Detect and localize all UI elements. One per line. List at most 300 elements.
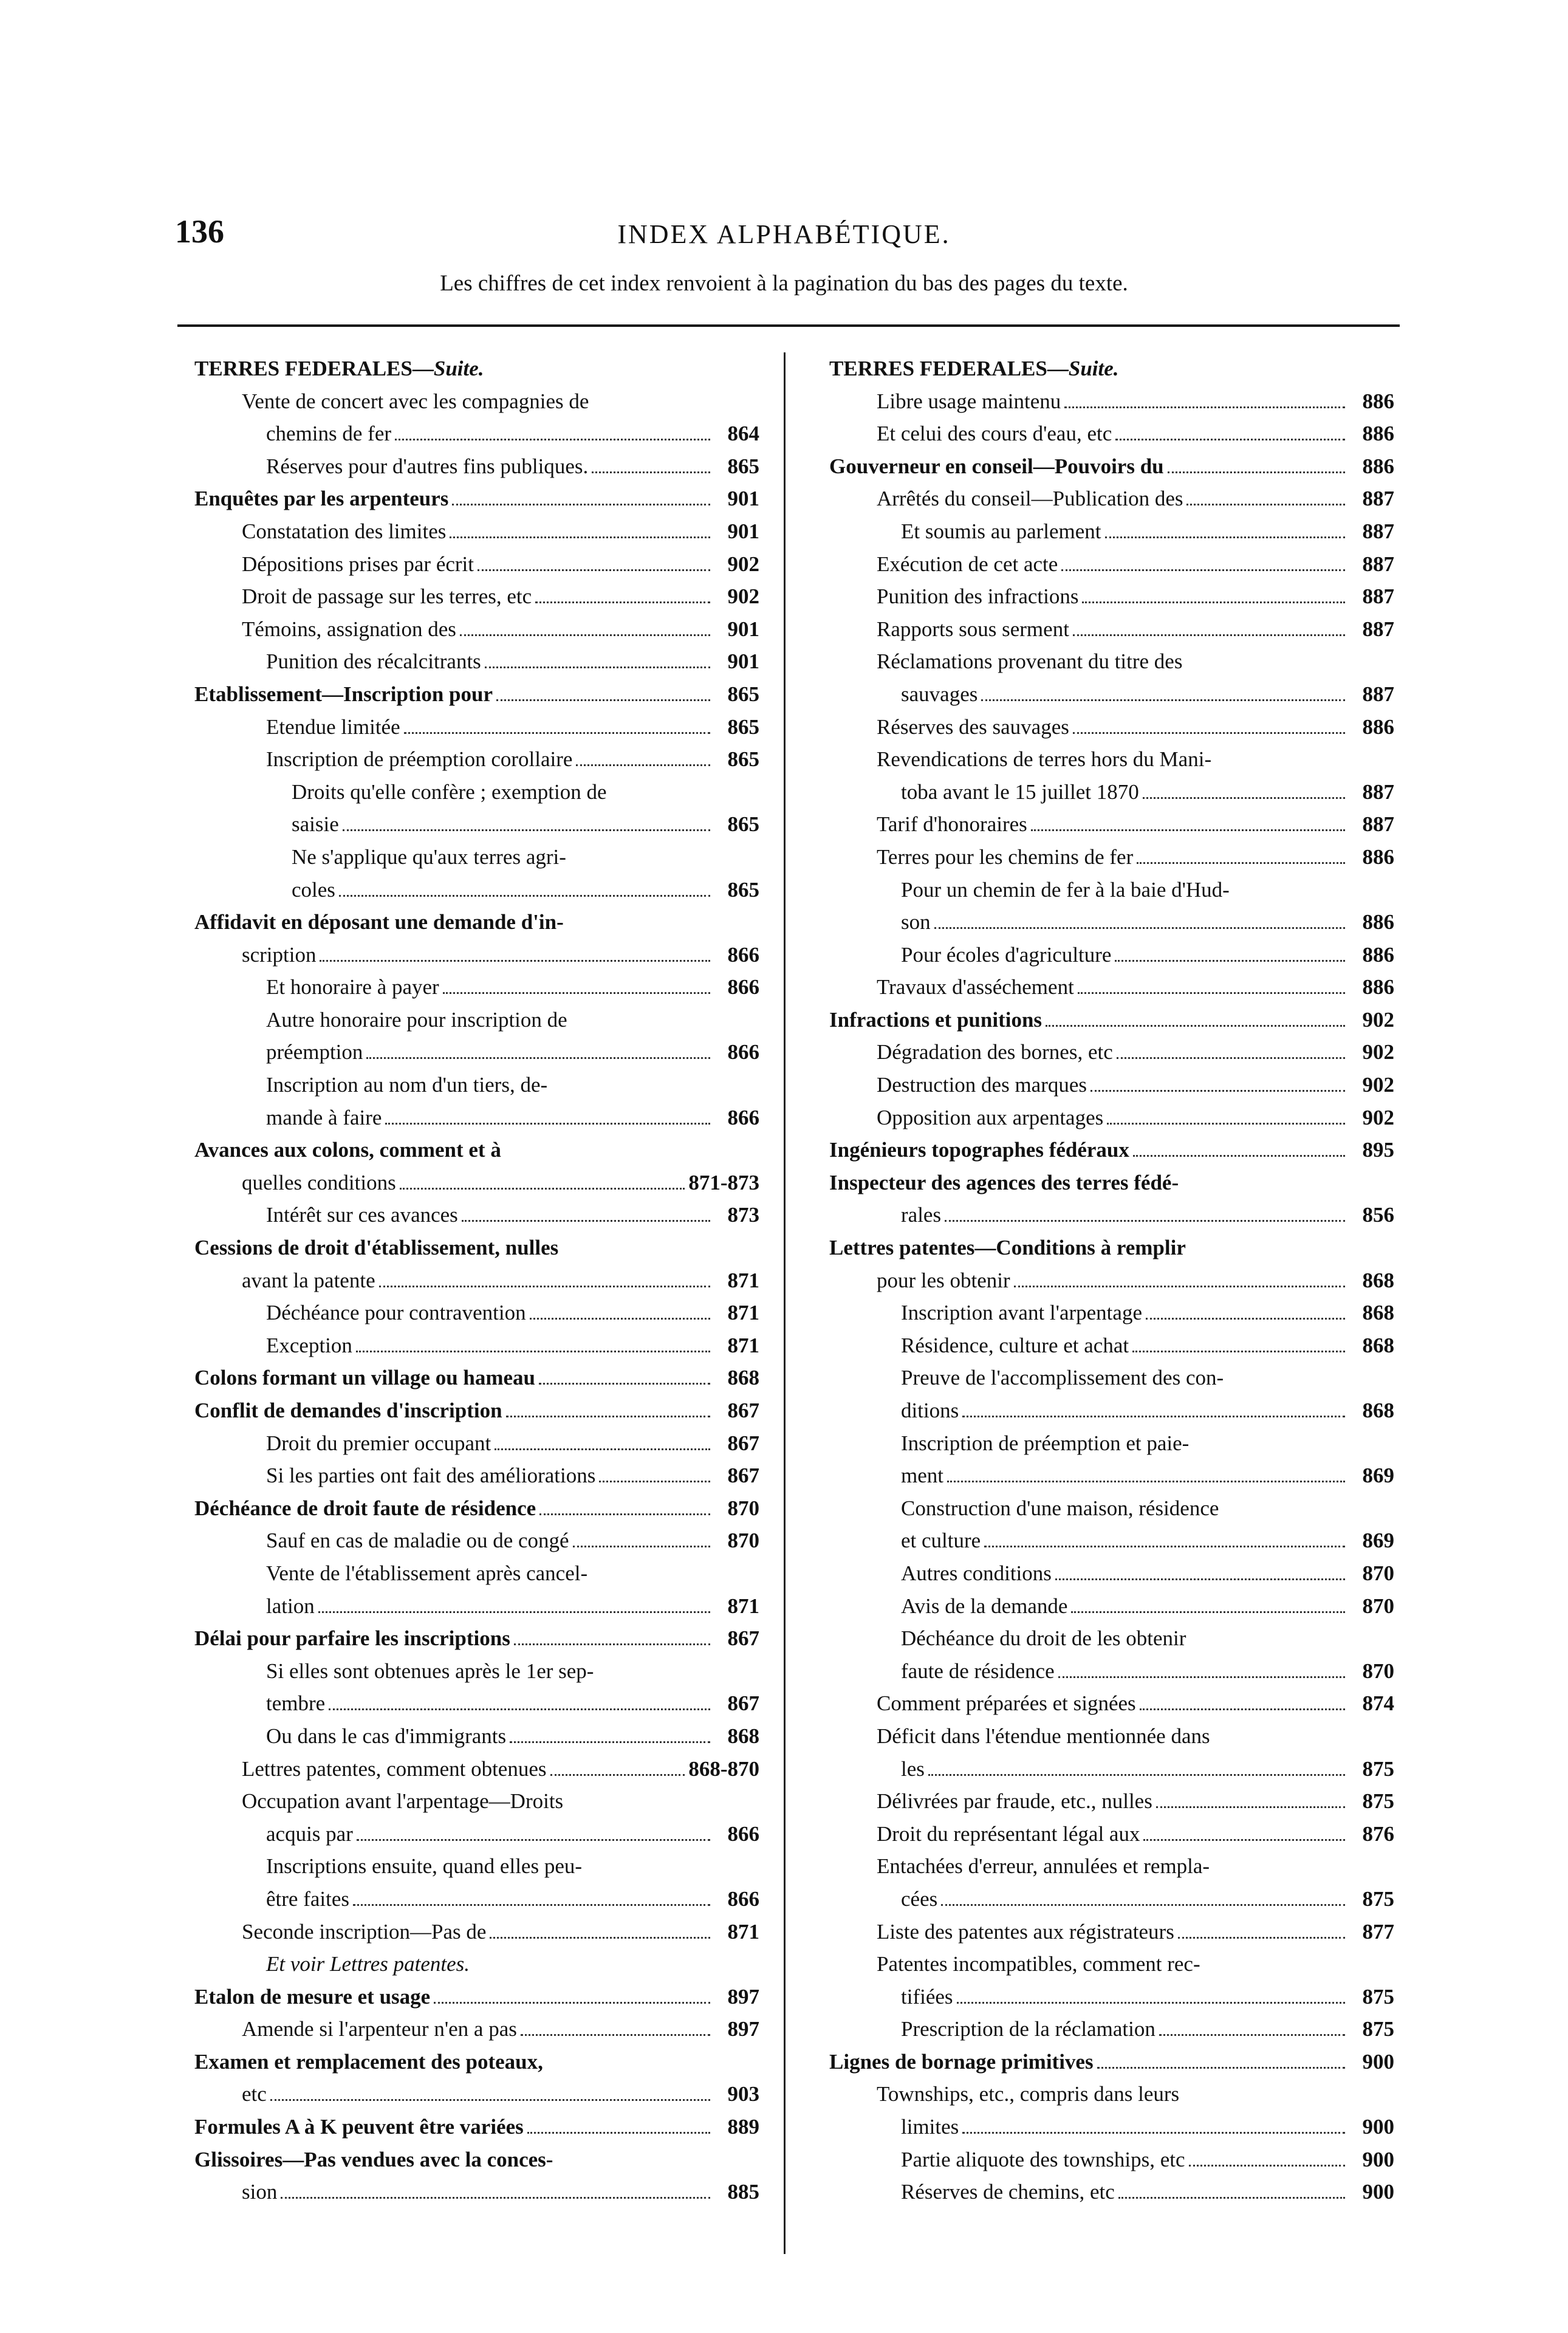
entry-page-ref: 866 xyxy=(727,975,759,999)
entry-text: son xyxy=(901,910,931,934)
entry-text: Réserves de chemins, etc xyxy=(901,2180,1115,2204)
dot-leader xyxy=(1143,1823,1345,1840)
column-heading xyxy=(829,352,1394,385)
index-entry xyxy=(829,2013,1394,2046)
dot-leader xyxy=(1115,423,1345,440)
entry-text: Droit du représentant légal aux xyxy=(877,1821,1140,1846)
entry-page-ref: 867 xyxy=(727,1626,759,1651)
index-entry xyxy=(829,2046,1394,2078)
entry-text: Avis de la demande xyxy=(901,1594,1068,1618)
index-entry xyxy=(829,1036,1394,1069)
entry-text: Cessions de droit d'établissement, nulles xyxy=(194,1236,559,1260)
entry-text: Droit de passage sur les terres, etc xyxy=(242,584,532,609)
index-entry xyxy=(194,1101,759,1134)
index-entry xyxy=(194,1166,759,1199)
dot-leader xyxy=(450,521,710,538)
index-entry xyxy=(194,2111,759,2143)
index-entry xyxy=(829,2143,1394,2176)
dot-leader xyxy=(1178,1920,1345,1938)
index-entry xyxy=(829,1850,1394,1883)
heading-text: TERRES FEDERALES— xyxy=(829,357,1069,380)
dot-leader xyxy=(1117,1041,1345,1059)
entry-page-ref: 900 xyxy=(1362,2115,1394,2139)
entry-text: Patentes incompatibles, comment rec- xyxy=(877,1952,1200,1976)
index-entry xyxy=(829,450,1394,483)
entry-text: Townships, etc., compris dans leurs xyxy=(877,2082,1180,2106)
entry-text: Comment préparées et signées xyxy=(877,1691,1136,1716)
index-entry xyxy=(829,2078,1394,2111)
index-entry xyxy=(194,1459,759,1492)
entry-text: Affidavit en déposant une demande d'in- xyxy=(194,910,564,934)
index-entry xyxy=(829,1232,1394,1264)
index-entry xyxy=(829,548,1394,581)
index-entry xyxy=(194,1297,759,1329)
entry-page-ref: 901 xyxy=(727,487,759,511)
dot-leader xyxy=(400,1172,685,1190)
entry-page-ref: 886 xyxy=(1362,942,1394,967)
entry-text: Autre honoraire pour inscription de xyxy=(266,1007,567,1032)
entry-page-ref: 887 xyxy=(1362,519,1394,543)
index-entry xyxy=(829,645,1394,678)
dot-leader xyxy=(1186,488,1345,505)
index-entry xyxy=(829,678,1394,711)
entry-page-ref: 870 xyxy=(727,1529,759,1553)
dot-leader xyxy=(496,683,710,701)
entry-text: Lettres patentes—Conditions à remplir xyxy=(829,1236,1186,1260)
entry-page-ref: 873 xyxy=(727,1203,759,1227)
index-entry xyxy=(829,1524,1394,1557)
dot-leader xyxy=(395,423,710,440)
entry-text: tembre xyxy=(266,1691,326,1716)
entry-page-ref: 902 xyxy=(1362,1105,1394,1129)
entry-text: cées xyxy=(901,1886,938,1911)
entry-page-ref: 885 xyxy=(727,2180,759,2204)
dot-leader xyxy=(495,1432,710,1450)
dot-leader xyxy=(514,1628,710,1645)
dot-leader xyxy=(385,1106,710,1124)
entry-text: Droit du premier occupant xyxy=(266,1431,491,1455)
entry-text: Déchéance du droit de les obtenir xyxy=(901,1626,1186,1651)
entry-text: Arrêtés du conseil—Publication des xyxy=(877,487,1183,511)
entry-page-ref: 871 xyxy=(727,1919,759,1944)
entry-text: Inscription de préemption corollaire xyxy=(266,747,573,772)
dot-leader xyxy=(535,586,710,603)
entry-page-ref: 869 xyxy=(1362,1529,1394,1553)
entry-page-ref: 868 xyxy=(1362,1301,1394,1325)
index-entry xyxy=(829,711,1394,744)
dot-leader xyxy=(506,1400,710,1417)
dot-leader xyxy=(404,716,710,733)
index-entry xyxy=(194,939,759,971)
index-entry xyxy=(194,1492,759,1525)
entry-text: Inscription au nom d'un tiers, de- xyxy=(266,1073,548,1097)
dot-leader xyxy=(1156,1790,1345,1808)
dot-leader xyxy=(1078,976,1345,994)
dot-leader xyxy=(1061,553,1345,570)
index-entry xyxy=(829,1720,1394,1753)
entry-text: Infractions et punitions xyxy=(829,1007,1042,1032)
entry-text: Témoins, assignation des xyxy=(242,617,456,641)
entry-text: Si elles sont obtenues après le 1er sep- xyxy=(266,1659,594,1683)
index-column-right xyxy=(829,352,1394,2208)
dot-leader xyxy=(981,683,1345,701)
index-entry xyxy=(829,1199,1394,1232)
index-entry xyxy=(194,482,759,515)
dot-leader xyxy=(1097,2051,1345,2069)
dot-leader xyxy=(934,911,1345,929)
entry-text: Inscription avant l'arpentage xyxy=(901,1301,1142,1325)
entry-page-ref: 886 xyxy=(1362,975,1394,999)
dot-leader xyxy=(539,1367,710,1385)
entry-page-ref: 875 xyxy=(1362,2017,1394,2041)
entry-page-ref: 866 xyxy=(727,1040,759,1064)
dot-leader xyxy=(1133,1139,1345,1157)
dot-leader xyxy=(1146,1302,1345,1320)
entry-page-ref: 865 xyxy=(727,682,759,706)
entry-text: Amende si l'arpenteur n'en a pas xyxy=(242,2017,517,2041)
index-entry xyxy=(829,1753,1394,1786)
entry-text: et culture xyxy=(901,1529,981,1553)
index-entry xyxy=(194,613,759,646)
index-entry xyxy=(829,1362,1394,1394)
index-entry xyxy=(829,743,1394,776)
entry-text: Etalon de mesure et usage xyxy=(194,1984,431,2009)
dot-leader xyxy=(941,1888,1345,1906)
index-entry xyxy=(194,2176,759,2208)
index-entry xyxy=(829,1785,1394,1818)
entry-text: Etablissement—Inscription pour xyxy=(194,682,493,706)
dot-leader xyxy=(576,749,710,766)
dot-leader xyxy=(434,1985,710,2003)
heading-suite: Suite. xyxy=(433,357,484,380)
entry-text: être faites xyxy=(266,1886,349,1911)
entry-page-ref: 887 xyxy=(1362,487,1394,511)
entry-text: Dépositions prises par écrit xyxy=(242,552,474,576)
index-entry xyxy=(194,906,759,939)
entry-text: ment xyxy=(901,1464,943,1488)
dot-leader xyxy=(320,944,710,961)
dot-leader xyxy=(510,1725,710,1743)
dot-leader xyxy=(1064,390,1345,408)
entry-text: Constatation des limites xyxy=(242,519,447,543)
dot-leader xyxy=(521,2018,710,2036)
entry-text: tifiées xyxy=(901,1984,953,2009)
entry-text: Entachées d'erreur, annulées et rempla- xyxy=(877,1854,1210,1879)
dot-leader xyxy=(539,1498,710,1515)
entry-text: Seconde inscription—Pas de xyxy=(242,1919,487,1944)
index-entry xyxy=(194,1753,759,1786)
entry-page-ref: 870 xyxy=(727,1496,759,1520)
dot-leader xyxy=(592,456,710,473)
entry-text: Avances aux colons, comment et à xyxy=(194,1138,501,1162)
entry-text: limites xyxy=(901,2115,959,2139)
index-entry xyxy=(829,1622,1394,1655)
index-entry xyxy=(194,515,759,548)
entry-page-ref: 866 xyxy=(727,1105,759,1129)
entry-text: Réserves pour d'autres fins publiques. xyxy=(266,454,589,478)
entry-text: Ne s'applique qu'aux terres agri- xyxy=(292,844,566,869)
entry-page-ref: 900 xyxy=(1362,2147,1394,2171)
dot-leader xyxy=(357,1823,710,1840)
entry-text: avant la patente xyxy=(242,1268,375,1292)
entry-text: Lignes de bornage primitives xyxy=(829,2049,1094,2074)
index-entry xyxy=(194,1916,759,1948)
entry-page-ref: 886 xyxy=(1362,844,1394,869)
entry-page-ref: 871 xyxy=(727,1268,759,1292)
entry-page-ref: 865 xyxy=(727,877,759,902)
index-entry xyxy=(194,776,759,809)
index-entry xyxy=(194,2078,759,2111)
entry-text: Droits qu'elle confère ; exemption de xyxy=(292,779,607,804)
index-entry xyxy=(829,1818,1394,1851)
dot-leader xyxy=(490,1920,710,1938)
entry-text: pour les obtenir xyxy=(877,1268,1010,1292)
index-entry xyxy=(194,1818,759,1851)
dot-leader xyxy=(527,2116,710,2134)
entry-page-ref: 886 xyxy=(1362,714,1394,739)
dot-leader xyxy=(1107,1106,1345,1124)
entry-page-ref: 870 xyxy=(1362,1594,1394,1618)
index-entry xyxy=(194,1785,759,1818)
dot-leader xyxy=(1105,521,1345,538)
entry-text: saisie xyxy=(292,812,339,837)
index-entry xyxy=(829,1427,1394,1460)
index-entry xyxy=(194,645,759,678)
entry-page-ref: 887 xyxy=(1362,779,1394,804)
entry-page-ref: 864 xyxy=(727,422,759,446)
index-entry xyxy=(829,2176,1394,2208)
entry-text: Opposition aux arpentages xyxy=(877,1105,1104,1129)
entry-text: Enquêtes par les arpenteurs xyxy=(194,487,449,511)
entry-text: etc xyxy=(242,2082,267,2106)
entry-page-ref: 901 xyxy=(727,617,759,641)
entry-text: Vente de l'établissement après cancel- xyxy=(266,1561,588,1585)
dot-leader xyxy=(1118,2181,1345,2199)
dot-leader xyxy=(379,1269,710,1287)
index-entry xyxy=(194,1004,759,1036)
index-entry xyxy=(194,1883,759,1916)
entry-page-ref: 902 xyxy=(727,584,759,609)
entry-page-ref: 865 xyxy=(727,714,759,739)
entry-page-ref: 865 xyxy=(727,454,759,478)
entry-page-ref: 902 xyxy=(727,552,759,576)
entry-text: mande à faire xyxy=(266,1105,382,1129)
index-entry xyxy=(829,1948,1394,1981)
index-entry xyxy=(829,1134,1394,1166)
entry-text: Conflit de demandes d'inscription xyxy=(194,1399,502,1422)
entry-page-ref: 897 xyxy=(727,2017,759,2041)
entry-text: Sauf en cas de maladie ou de congé xyxy=(266,1529,569,1553)
entry-text: Pour écoles d'agriculture xyxy=(901,942,1112,967)
page-subtitle: Les chiffres de cet index renvoient à la pagination du bas des pages du texte. xyxy=(440,271,1128,296)
index-entry xyxy=(194,385,759,418)
dot-leader xyxy=(1082,586,1345,603)
dot-leader xyxy=(928,1758,1345,1775)
header-rule xyxy=(177,324,1400,327)
entry-text: Si les parties ont fait des améliorations xyxy=(266,1464,596,1488)
entry-page-ref: 886 xyxy=(1362,910,1394,934)
dot-leader xyxy=(1189,2148,1345,2166)
entry-page-ref: 875 xyxy=(1362,1756,1394,1781)
entry-text: préemption xyxy=(266,1040,363,1064)
index-entry xyxy=(829,808,1394,841)
entry-page-ref: 874 xyxy=(1362,1691,1394,1716)
entry-text: Punition des infractions xyxy=(877,584,1079,609)
entry-page-ref: 886 xyxy=(1362,389,1394,413)
index-entry xyxy=(194,678,759,711)
dot-leader xyxy=(962,1400,1345,1417)
entry-page-ref: 900 xyxy=(1362,2049,1394,2074)
entry-text: Punition des récalcitrants xyxy=(266,649,481,674)
entry-text: Pour un chemin de fer à la baie d'Hud- xyxy=(901,877,1230,902)
index-entry xyxy=(194,1981,759,2013)
entry-page-ref: 902 xyxy=(1362,1040,1394,1064)
entry-page-ref: 868 xyxy=(727,1366,759,1390)
dot-leader xyxy=(957,1985,1345,2003)
page-title: INDEX ALPHABÉTIQUE. xyxy=(617,219,951,249)
index-entry xyxy=(194,1524,759,1557)
entry-text: faute de résidence xyxy=(901,1659,1055,1683)
index-entry xyxy=(194,841,759,874)
entry-text: Terres pour les chemins de fer xyxy=(877,844,1134,869)
index-entry xyxy=(829,2111,1394,2143)
index-entry xyxy=(194,1590,759,1623)
column-divider xyxy=(784,352,786,2254)
entry-text: Prescription de la réclamation xyxy=(901,2017,1155,2041)
index-entry xyxy=(829,939,1394,971)
entry-text: Réclamations provenant du titre des xyxy=(877,649,1183,674)
entry-page-ref: 871-873 xyxy=(688,1170,759,1194)
entry-page-ref: 889 xyxy=(727,2115,759,2139)
entry-page-ref: 875 xyxy=(1362,1789,1394,1814)
entry-page-ref: 869 xyxy=(1362,1464,1394,1488)
index-entry xyxy=(194,1069,759,1101)
index-entry xyxy=(829,1883,1394,1916)
index-entry xyxy=(194,1362,759,1394)
entry-page-ref: 865 xyxy=(727,812,759,837)
entry-page-ref: 866 xyxy=(727,1886,759,1911)
entry-page-ref: 901 xyxy=(727,519,759,543)
index-entry xyxy=(194,711,759,744)
entry-page-ref: 868-870 xyxy=(688,1756,759,1781)
dot-leader xyxy=(984,1530,1345,1547)
entry-text: Etendue limitée xyxy=(266,714,400,739)
entry-text: Et honoraire à payer xyxy=(266,975,439,999)
entry-text: Et voir Lettres patentes. xyxy=(266,1952,470,1976)
entry-text: Construction d'une maison, résidence xyxy=(901,1496,1219,1520)
index-entry xyxy=(829,841,1394,874)
entry-text: Preuve de l'accomplissement des con- xyxy=(901,1366,1224,1390)
heading-text: TERRES FEDERALES— xyxy=(194,357,434,380)
dot-leader xyxy=(945,1204,1345,1222)
index-entry xyxy=(829,1297,1394,1329)
dot-leader xyxy=(550,1758,685,1775)
dot-leader xyxy=(1014,1269,1345,1287)
entry-page-ref: 867 xyxy=(727,1399,759,1422)
entry-page-ref: 875 xyxy=(1362,1984,1394,2009)
dot-leader xyxy=(485,651,710,668)
entry-page-ref: 867 xyxy=(727,1464,759,1488)
entry-page-ref: 867 xyxy=(727,1431,759,1455)
dot-leader xyxy=(1168,456,1345,473)
entry-page-ref: 868 xyxy=(727,1724,759,1748)
index-entry xyxy=(194,971,759,1004)
index-entry xyxy=(194,874,759,906)
dot-leader xyxy=(329,1693,710,1710)
entry-page-ref: 868 xyxy=(1362,1333,1394,1357)
entry-text: Délai pour parfaire les inscriptions xyxy=(194,1626,510,1651)
dot-leader xyxy=(1140,1693,1345,1710)
entry-text: Vente de concert avec les compagnies de xyxy=(242,389,589,413)
dot-leader xyxy=(366,1041,710,1059)
dot-leader xyxy=(962,2116,1345,2134)
entry-text: Exécution de cet acte xyxy=(877,552,1058,576)
entry-page-ref: 900 xyxy=(1362,2180,1394,2204)
entry-text: Destruction des marques xyxy=(877,1073,1087,1097)
dot-leader xyxy=(460,618,710,636)
entry-text: Formules A à K peuvent être variées xyxy=(194,2115,524,2139)
index-entry xyxy=(829,1069,1394,1101)
index-entry xyxy=(829,1687,1394,1720)
entry-page-ref: 867 xyxy=(727,1691,759,1716)
index-entry xyxy=(194,1199,759,1232)
entry-text: Et celui des cours d'eau, etc xyxy=(877,422,1112,446)
entry-text: Inscription de préemption et paie- xyxy=(901,1431,1190,1455)
entry-text: scription xyxy=(242,942,317,967)
dot-leader xyxy=(1090,1074,1345,1092)
entry-text: Glissoires—Pas vendues avec la conces- xyxy=(194,2147,553,2171)
index-entry xyxy=(829,385,1394,418)
entry-page-ref: 887 xyxy=(1362,584,1394,609)
entry-text: rales xyxy=(901,1203,942,1227)
entry-text: Réserves des sauvages xyxy=(877,714,1069,739)
entry-text: Liste des patentes aux régistrateurs xyxy=(877,1919,1174,1944)
index-entry xyxy=(829,1492,1394,1525)
index-entry xyxy=(194,417,759,450)
index-entry xyxy=(194,1232,759,1264)
index-entry xyxy=(194,808,759,841)
index-entry xyxy=(194,1394,759,1427)
index-column-left xyxy=(194,352,759,2208)
index-entry xyxy=(829,1264,1394,1297)
index-entry xyxy=(194,548,759,581)
dot-leader xyxy=(1046,1009,1345,1027)
entry-page-ref: 871 xyxy=(727,1301,759,1325)
dot-leader xyxy=(530,1302,710,1320)
dot-leader xyxy=(353,1888,710,1906)
dot-leader xyxy=(452,488,710,505)
index-entry xyxy=(194,1655,759,1688)
entry-page-ref: 870 xyxy=(1362,1659,1394,1683)
entry-text: Inspecteur des agences des terres fédé- xyxy=(829,1170,1179,1194)
dot-leader xyxy=(270,2083,710,2101)
entry-text: toba avant le 15 juillet 1870 xyxy=(901,779,1139,804)
dot-leader xyxy=(1137,846,1345,864)
index-entry xyxy=(829,1655,1394,1688)
index-entry xyxy=(194,1427,759,1460)
entry-text: chemins de fer xyxy=(266,422,392,446)
entry-page-ref: 865 xyxy=(727,747,759,772)
index-entry xyxy=(194,1134,759,1166)
entry-text: Gouverneur en conseil—Pouvoirs du xyxy=(829,454,1164,478)
entry-text: sion xyxy=(242,2180,278,2204)
entry-text: coles xyxy=(292,877,335,902)
entry-text: Déficit dans l'étendue mentionnée dans xyxy=(877,1724,1210,1748)
entry-text: Travaux d'asséchement xyxy=(877,975,1074,999)
index-entry xyxy=(194,743,759,776)
entry-page-ref: 877 xyxy=(1362,1919,1394,1944)
index-entry xyxy=(194,1720,759,1753)
